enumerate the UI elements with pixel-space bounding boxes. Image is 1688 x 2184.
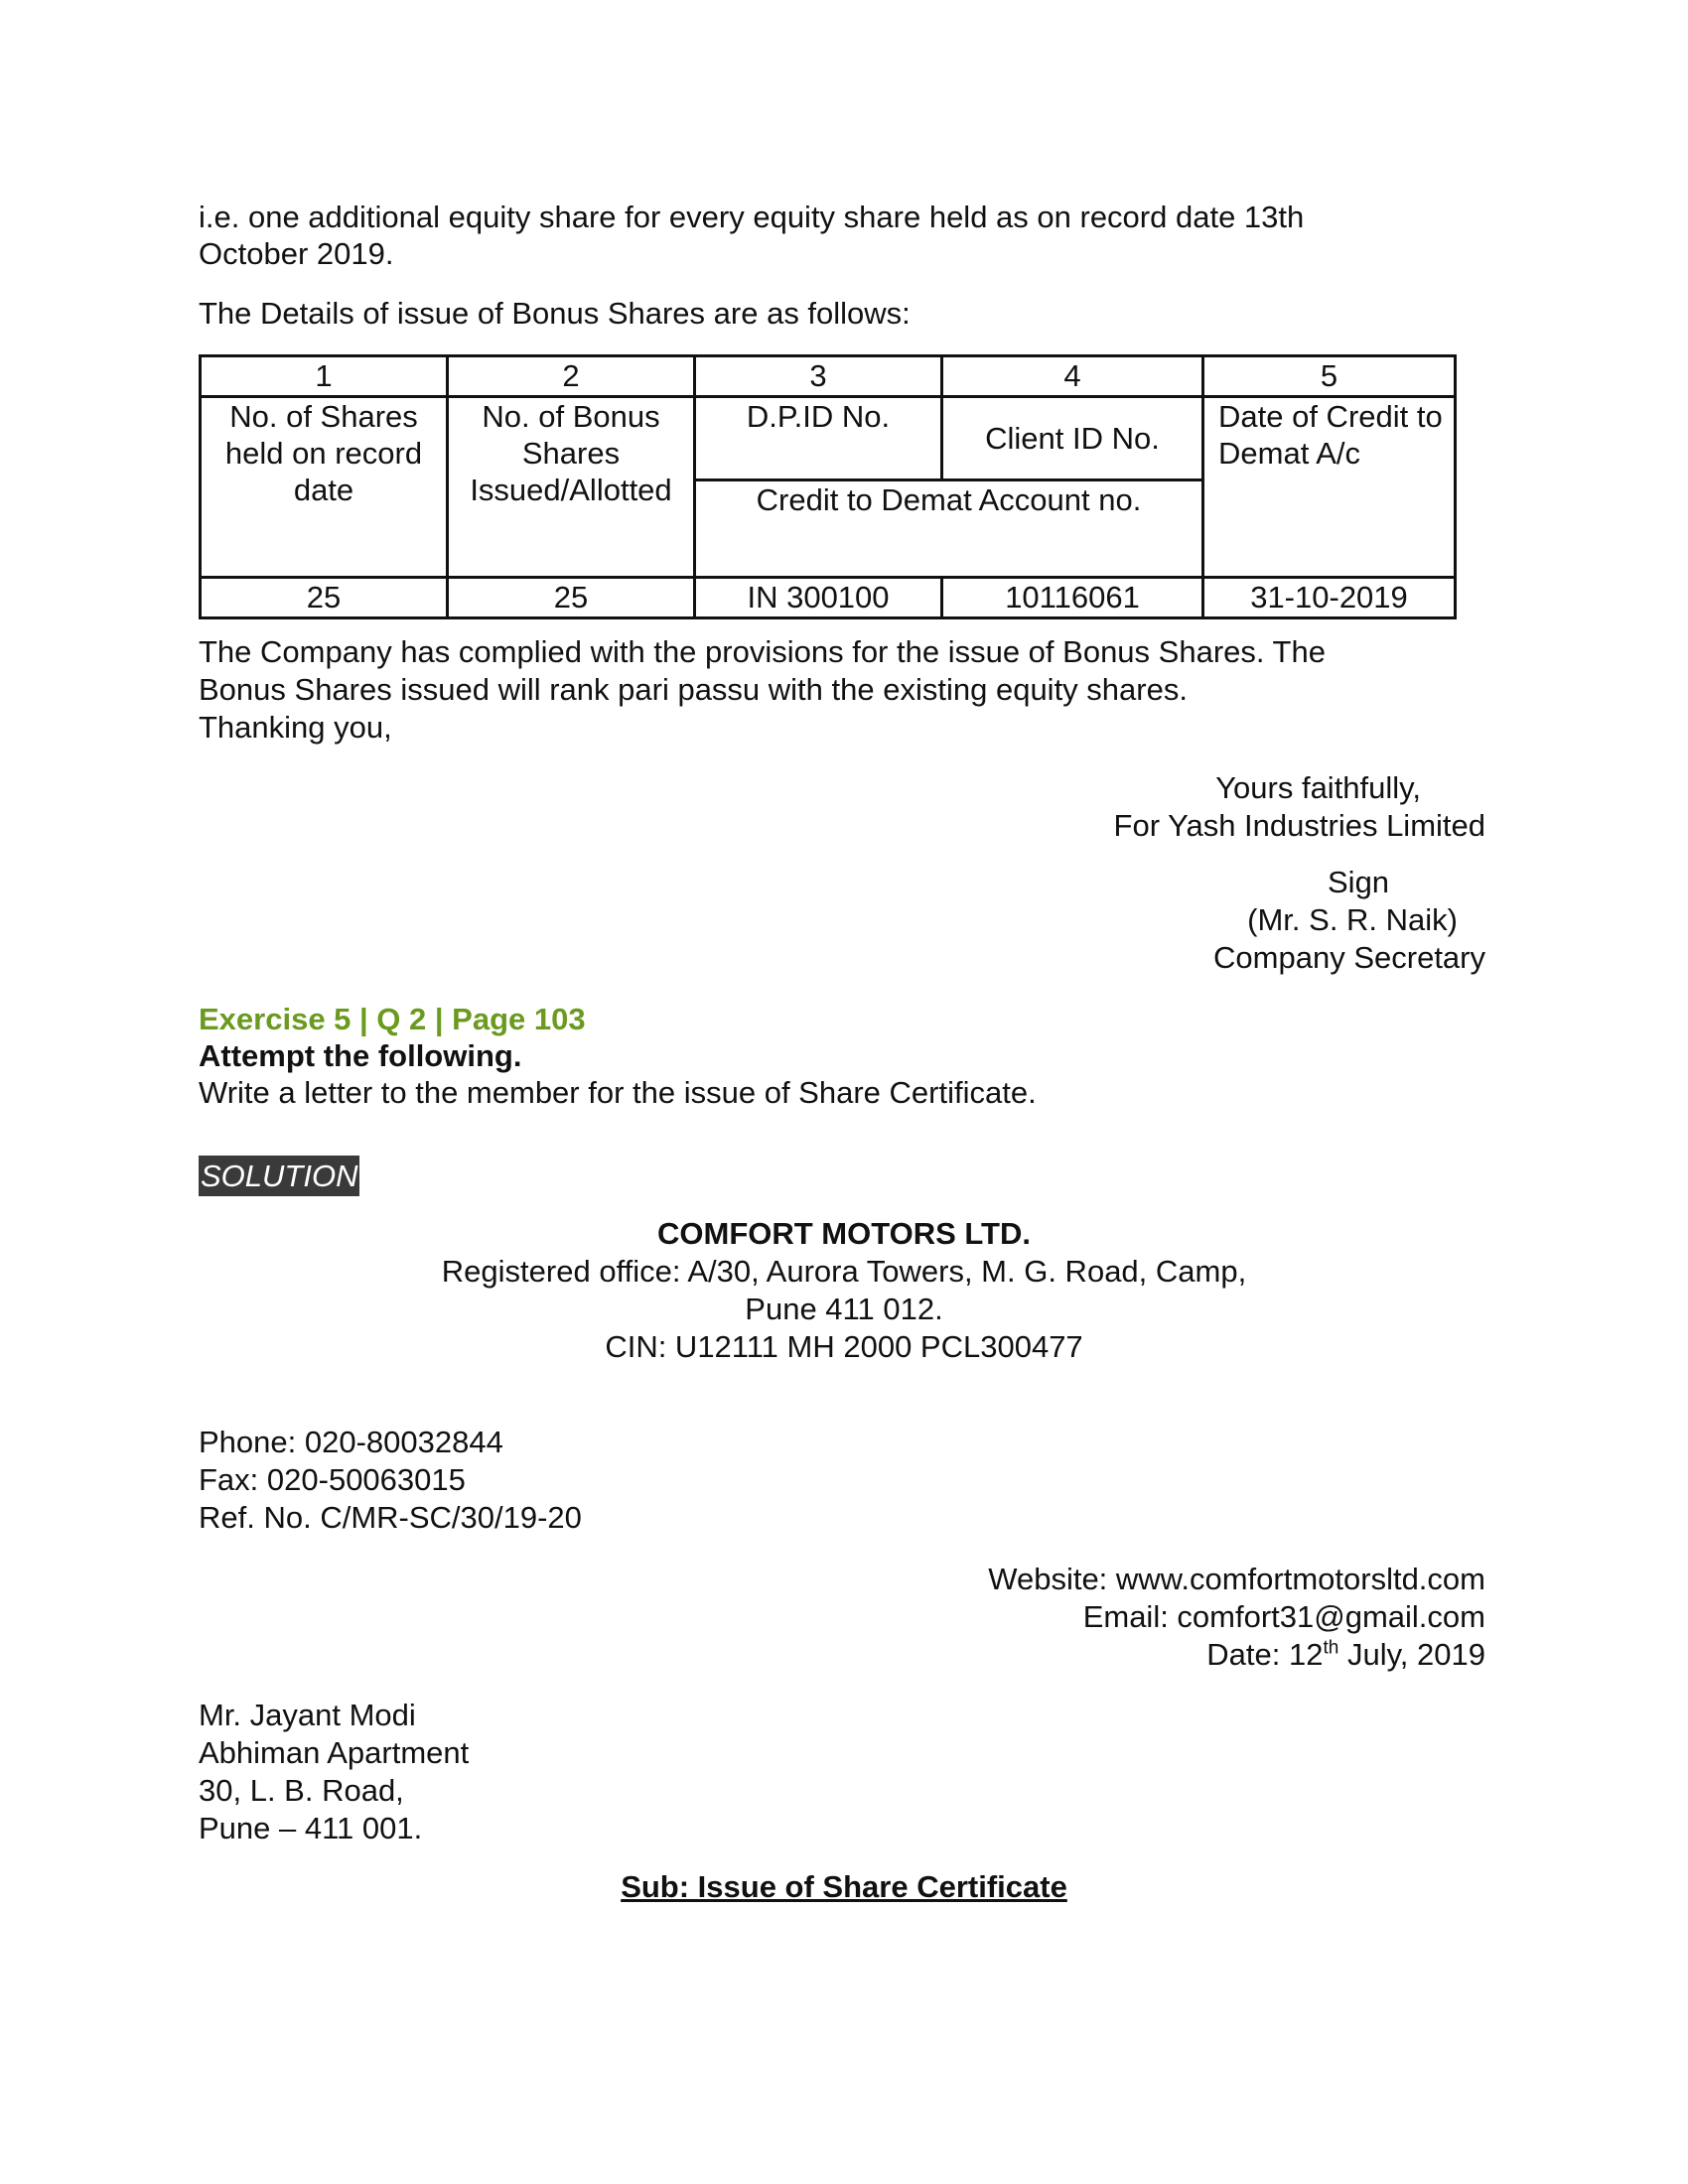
header-date-of-credit: Date of Credit to Demat A/c [1203,397,1456,578]
signoff-name: (Mr. S. R. Naik) [1247,902,1458,937]
exercise-reference: Exercise 5 | Q 2 | Page 103 [199,1002,586,1036]
header-shares-held: No. of Shares held on record date [201,397,448,578]
col-number: 3 [695,356,942,397]
compliance-line-1: The Company has complied with the provisions for the issue of Bonus Shares. The [199,634,1326,669]
letter-date [1206,1636,1485,1674]
header-demat-account: Credit to Demat Account no. [695,479,1203,577]
contact-email: Email: comfort31@gmail.com [1082,1599,1485,1634]
contact-website: Website: www.comfortmotorsltd.com [988,1562,1485,1596]
cell-bonus-shares: 25 [448,578,695,618]
letterhead-company: COMFORT MOTORS LTD. [657,1216,1031,1251]
cell-shares-held: 25 [201,578,448,618]
recipient-name: Mr. Jayant Modi [199,1698,416,1732]
contact-fax: Fax: 020-50063015 [199,1462,466,1497]
header-dp-id: D.P.ID No. [695,397,942,480]
signoff-sign: Sign [1328,865,1390,899]
contact-ref: Ref. No. C/MR-SC/30/19-20 [199,1500,582,1535]
letter-subject: Sub: Issue of Share Certificate [621,1869,1067,1904]
cell-client-id: 10116061 [942,578,1203,618]
contact-phone: Phone: 020-80032844 [199,1425,503,1459]
recipient-address-3: Pune – 411 001. [199,1811,423,1845]
col-number: 4 [942,356,1203,397]
column-number-row [201,356,1456,397]
header-row [201,397,1456,480]
letterhead-address-1: Registered office: A/30, Aurora Towers, M. G. Road, Camp, [441,1254,1247,1289]
recipient-address-2: 30, L. B. Road, [199,1773,404,1808]
cell-dp-id: IN 300100 [695,578,942,618]
bonus-shares-table [199,354,1457,619]
header-bonus-shares: No. of Bonus Shares Issued/Allotted [448,397,695,578]
letterhead-address-2: Pune 411 012. [745,1292,943,1326]
signoff-company: For Yash Industries Limited [1113,808,1485,843]
solution-label: SOLUTION [199,1156,359,1196]
date-prefix: Date: 12 [1206,1637,1324,1672]
recipient-address-1: Abhiman Apartment [199,1735,470,1770]
table-row [201,578,1456,618]
col-number: 5 [1203,356,1456,397]
col-number: 2 [448,356,695,397]
date-suffix: July, 2019 [1338,1637,1485,1672]
col-number: 1 [201,356,448,397]
yours-faithfully: Yours faithfully, [1215,770,1421,805]
letterhead-cin: CIN: U12111 MH 2000 PCL300477 [605,1329,1083,1364]
header-client-id: Client ID No. [942,397,1203,480]
thanking-line: Thanking you, [199,710,392,745]
compliance-line-2: Bonus Shares issued will rank pari passu with the existing equity shares. [199,672,1188,707]
intro-line-2: October 2019. [199,236,394,271]
exercise-question: Write a letter to the member for the issue of Share Certificate. [199,1075,1037,1110]
details-heading: The Details of issue of Bonus Shares are as follows: [199,296,911,331]
cell-date-of-credit: 31-10-2019 [1203,578,1456,618]
signoff-designation: Company Secretary [1213,940,1485,975]
intro-line-1: i.e. one additional equity share for every equity share held as on record date 13th [199,200,1305,234]
date-ordinal: th [1323,1637,1339,1659]
exercise-instruction: Attempt the following. [199,1038,522,1073]
